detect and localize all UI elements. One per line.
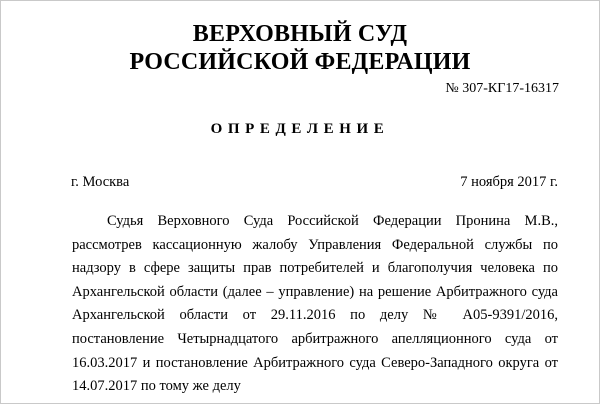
court-name-line-2: РОССИЙСКОЙ ФЕДЕРАЦИИ	[129, 49, 471, 75]
document-date: 7 ноября 2017 г.	[460, 174, 558, 190]
document-type-title: ОПРЕДЕЛЕНИЕ	[210, 121, 390, 137]
case-number: № 307-КГ17-16317	[445, 81, 559, 96]
body-paragraph: Судья Верховного Суда Российской Федерации Пронина М.В., рассмотрев кассационную жалобу Управления Федеральной службы по надзору в сфере защиты прав потребителей и благополучия человека по Архангельской области (далее – управление) на решение Арбитражного суда Архангельской области от 29.11.2016 по делу № А05-9391/2016, постановление Четырнадцатого арбитражного апелляционного суда от 16.03.2017 и постановление Арбитражного суда Северо-Западного округа от 14.07.2017 по тому же делу	[72, 213, 558, 395]
place-date-row	[71, 173, 558, 191]
city: г. Москва	[71, 174, 130, 190]
court-name-line-1: ВЕРХОВНЫЙ СУД	[192, 21, 408, 47]
